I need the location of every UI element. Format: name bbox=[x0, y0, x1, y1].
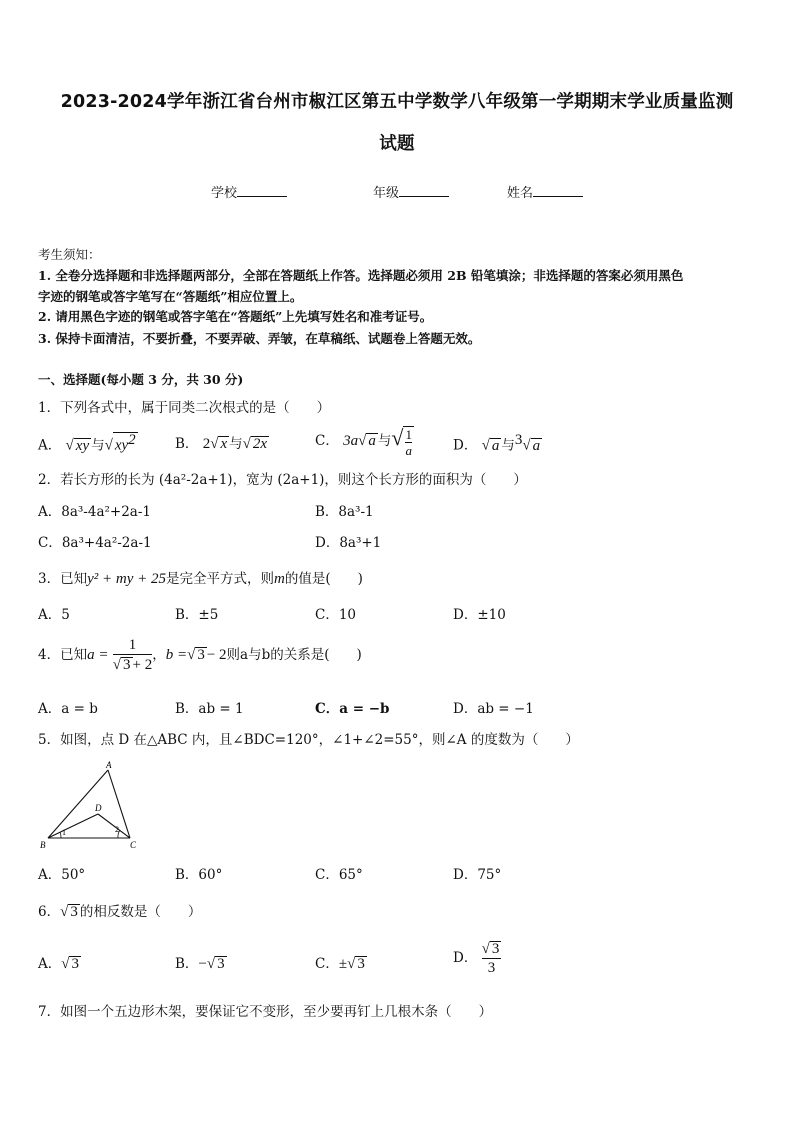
coefficient: 2 bbox=[202, 436, 211, 452]
question-4-stem: 4．已知a = $\frac{1}{√ 3 + 2}$ ，b =√ 3 − 2则a与b的关系是( ) bbox=[38, 637, 362, 673]
page-title: 2023-2024学年浙江省台州市椒江区第五中学数学八年级第一学期期末学业质量监测 bbox=[60, 92, 734, 112]
question-2-stem: 2．若长方形的长为 (4a²-2a+1)，宽为 (2a+1)，则这个长方形的面积为（ ） bbox=[38, 472, 527, 488]
q3-option-c: C．10 bbox=[315, 607, 357, 623]
radicand: a bbox=[368, 433, 376, 449]
coefficient: 3a bbox=[343, 433, 359, 449]
q2-option-c: C．8a³+4a²-2a-1 bbox=[38, 535, 152, 551]
fraction-numerator: 1 bbox=[113, 636, 152, 655]
math-expression: a = bbox=[87, 647, 109, 663]
stem-text: 的相反数是（ ） bbox=[79, 904, 202, 920]
fraction-denominator: 3 bbox=[487, 960, 496, 976]
segment-bd bbox=[48, 814, 98, 838]
q4-option-a: A．a = b bbox=[38, 701, 98, 717]
notice-item-3: 3. 保持卡面清洁，不要折叠，不要弄破、弄皱，在草稿纸、试题卷上答题无效。 bbox=[38, 331, 481, 346]
q5-option-d: D．75° bbox=[453, 867, 502, 883]
question-5-stem: 5．如图，点 D 在△ABC 内，且∠BDC=120°，∠1+∠2=55°，则∠A 的度数为（ ） bbox=[38, 732, 579, 748]
math-expression: − 2 bbox=[206, 647, 227, 663]
question-6-stem: 6．√ 3 的相反数是（ ） bbox=[38, 904, 202, 920]
q1-option-b: B． 2√ x 与√ 2x bbox=[175, 436, 268, 452]
label-d: D bbox=[95, 803, 102, 813]
radicand: 3 bbox=[71, 956, 79, 972]
q5-option-b: B．60° bbox=[175, 867, 223, 883]
q6-option-a: A．√ 3 bbox=[38, 956, 79, 972]
exponent: 2 bbox=[128, 432, 136, 448]
q1-option-d: D． √ a 与$^3$√ a bbox=[453, 432, 541, 454]
radicand: xy bbox=[75, 437, 90, 454]
stem-text: 3．已知 bbox=[38, 571, 88, 587]
option-letter: A． bbox=[38, 437, 62, 454]
separator: ， bbox=[152, 647, 166, 663]
notice-heading: 考生须知： bbox=[38, 247, 101, 262]
q6-option-c: C．±√ 3 bbox=[315, 956, 365, 972]
question-3-stem bbox=[38, 567, 363, 588]
sign: ± bbox=[338, 956, 348, 972]
stem-text: 则a与b的关系是( ) bbox=[226, 647, 362, 663]
label-angle-1: 1 bbox=[62, 828, 66, 837]
radicand: xy bbox=[114, 437, 129, 454]
math-expression: b = bbox=[165, 647, 188, 663]
option-letter: B． bbox=[175, 436, 199, 452]
math-expression: y² + my + 25 bbox=[87, 571, 166, 587]
q3-option-b: B．±5 bbox=[175, 607, 219, 623]
grade-label: 年级 bbox=[373, 186, 400, 201]
q2-option-b: B．8a³-1 bbox=[315, 504, 374, 520]
question-7-stem: 7．如图一个五边形木架，要保证它不变形，至少要再钉上几根木条（ ） bbox=[38, 1004, 493, 1020]
q5-option-a: A．50° bbox=[38, 867, 86, 883]
name-label: 姓名 bbox=[507, 186, 534, 201]
radicand: 3 bbox=[70, 904, 78, 920]
option-letter: A． bbox=[38, 956, 62, 972]
option-letter: B． bbox=[175, 956, 199, 972]
radicand: 2x bbox=[252, 436, 268, 452]
angle-1-arc bbox=[60, 832, 61, 838]
label-c: C bbox=[130, 840, 137, 850]
radicand: 3 bbox=[357, 956, 365, 972]
q4-option-d: D．ab = −1 bbox=[453, 701, 534, 717]
q6-option-d: D． $\frac{√ 3}{3}$ bbox=[453, 941, 500, 976]
question-1-stem: 1．下列各式中，属于同类二次根式的是（ ） bbox=[38, 400, 331, 416]
option-letter: C． bbox=[315, 956, 339, 972]
label-a: A bbox=[106, 760, 112, 770]
q1-option-a: A． √ xy 与√ $xy^2$ bbox=[38, 432, 136, 454]
stem-text: 的值是( ) bbox=[284, 571, 363, 587]
stem-text: 是完全平方式，则 bbox=[165, 571, 274, 587]
segment-dc bbox=[98, 814, 130, 838]
grade-blank bbox=[399, 184, 449, 197]
radicand: 3 bbox=[491, 941, 500, 957]
math-variable: m bbox=[273, 571, 285, 587]
connector: 与 bbox=[377, 433, 392, 449]
connector: 与 bbox=[91, 437, 105, 454]
connector: 与 bbox=[501, 437, 515, 454]
q1-option-c: C． 3a√ a 与√ $\frac{1}{a}$ bbox=[315, 425, 412, 458]
radicand: a bbox=[491, 437, 500, 454]
radicand: a bbox=[532, 437, 541, 454]
page-title-line2: 试题 bbox=[379, 134, 415, 154]
notice-item-1b: 字迹的钢笔或答字笔写在“答题纸”相应位置上。 bbox=[38, 289, 303, 304]
radicand: 3 bbox=[197, 647, 205, 663]
sign: − bbox=[198, 956, 207, 972]
connector: 与 bbox=[229, 436, 243, 452]
notice-item-1a: 1. 全卷分选择题和非选择题两部分，全部在答题纸上作答。选择题必须用 2B 铅笔填涂；非选择题的答案必须用黑色 bbox=[38, 268, 684, 283]
q4-option-c: C．a = −b bbox=[315, 701, 390, 717]
q6-option-b: B．−√ 3 bbox=[175, 956, 225, 972]
school-field bbox=[211, 182, 287, 201]
option-letter: C． bbox=[315, 433, 339, 449]
radicand: x bbox=[220, 436, 228, 452]
section-heading: 一、选择题(每小题 3 分，共 30 分) bbox=[38, 372, 244, 387]
fraction-denominator: a bbox=[405, 442, 412, 458]
triangle-figure bbox=[38, 760, 148, 852]
option-letter: D． bbox=[453, 950, 478, 966]
root-index: 3 bbox=[514, 432, 523, 448]
q2-option-d: D．8a³+1 bbox=[315, 535, 382, 551]
side-ac bbox=[108, 770, 130, 838]
q3-option-d: D．±10 bbox=[453, 607, 506, 623]
grade-field bbox=[373, 182, 449, 201]
fraction-denominator: + 2 bbox=[132, 657, 153, 673]
q5-option-c: C．65° bbox=[315, 867, 363, 883]
stem-text: 4．已知 bbox=[38, 647, 88, 663]
school-label: 学校 bbox=[211, 186, 238, 201]
label-angle-2: 2 bbox=[115, 825, 119, 834]
label-b: B bbox=[40, 840, 46, 850]
option-letter: D． bbox=[453, 437, 478, 454]
stem-text: 6． bbox=[38, 904, 61, 920]
q3-option-a: A．5 bbox=[38, 607, 70, 623]
fraction-numerator: 1 bbox=[405, 426, 412, 442]
notice-item-2: 2. 请用黑色字迹的钢笔或答字笔在“答题纸”上先填写姓名和准考证号。 bbox=[38, 309, 433, 324]
name-field bbox=[507, 182, 583, 201]
q4-option-b: B．ab = 1 bbox=[175, 701, 244, 717]
q2-option-a: A．8a³-4a²+2a-1 bbox=[38, 504, 152, 520]
name-blank bbox=[533, 184, 583, 197]
radicand: 3 bbox=[123, 657, 131, 673]
school-blank bbox=[237, 184, 287, 197]
radicand: 3 bbox=[217, 956, 225, 972]
